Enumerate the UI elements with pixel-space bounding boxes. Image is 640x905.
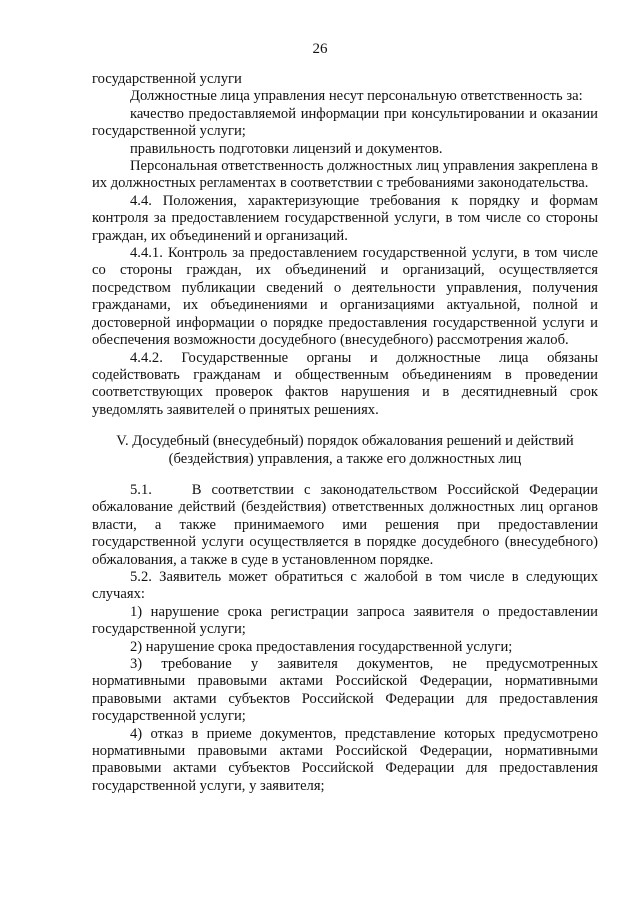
paragraph-4-4-1: 4.4.1. Контроль за предоставлением государственной услуги, в том числе со стороны граждан, их объединений и организаций, осуществляется посредством публикации сведений о деятельности управления, получения гражданами, их объединениями и организациями актуальной, полной и достоверной информации о порядке предоставления государственной услуги и обеспечения возможности досудебного (внесудебного) рассмотрения жалоб. (92, 245, 598, 349)
paragraph-5-2: 5.2. Заявитель может обратиться с жалобой в том числе в следующих случаях: (92, 568, 598, 603)
section-v-heading-line-2: (бездействия) управления, а также его должностных лиц (168, 450, 522, 467)
paragraph-responsibility-licenses: правильность подготовки лицензий и документов. (130, 140, 443, 157)
page-number: 26 (312, 41, 328, 57)
paragraph-personal-responsibility: Персональная ответственность должностных лиц управления закреплена в их должностных регламентах в соответствии с требованиями законодательства. (92, 158, 598, 192)
list-item-4: 4) отказ в приеме документов, представление которых предусмотрено нормативными правовыми актами Российской Федерации, нормативными правовыми актами субъектов Российской Федерации для предоставления государственной услуги, у заявителя; (92, 725, 598, 794)
section-v-heading-line-1: V. Досудебный (внесудебный) порядок обжалования решений и действий (116, 433, 574, 450)
paragraph-responsibility-intro: Должностные лица управления несут персональную ответственность за: (130, 88, 583, 105)
paragraph-4-4: 4.4. Положения, характеризующие требования к порядку и формам контроля за предоставлением государственной услуги, в том числе со стороны граждан, их объединений и организаций. (92, 192, 598, 244)
paragraph-5-1: 5.1. В соответствии с законодательством Российской Федерации обжалование действий (бездействия) ответственных должностных лиц органов власти, а также принимаемого ими решения при предоставлении государственной услуги осуществляется в порядке досудебного (внесудебного) обжалования, а также в суде в установленном порядке. (92, 481, 598, 568)
paragraph-continuation: государственной услуги (92, 71, 242, 87)
list-item-3: 3) требование у заявителя документов, не предусмотренных нормативными правовыми актами Российской Федерации, нормативными правовыми актами субъектов Российской Федерации для предоставления государственной услуги; (92, 656, 598, 725)
paragraph-responsibility-quality: качество предоставляемой информации при консультировании и оказании государственной услуги; (92, 105, 598, 140)
section-v-heading (92, 433, 598, 468)
list-item-1: 1) нарушение срока регистрации запроса заявителя о предоставлении государственной услуги; (92, 603, 598, 638)
paragraph-4-4-2: 4.4.2. Государственные органы и должностные лица обязаны содействовать гражданам и общественным объединениям в проведении соответствующих проверок фактов нарушения и в десятидневный срок уведомлять заявителей о принятых решениях. (92, 349, 598, 418)
page-content (92, 71, 598, 795)
list-item-2: 2) нарушение срока предоставления государственной услуги; (130, 638, 513, 655)
